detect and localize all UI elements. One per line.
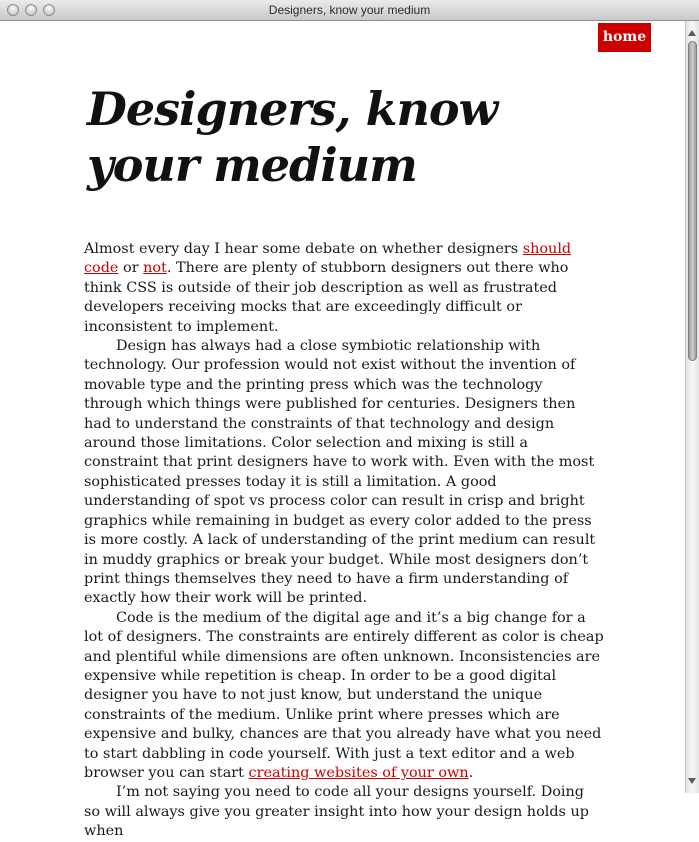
paragraph-text: .: [468, 764, 474, 781]
scroll-up-arrow-icon[interactable]: [688, 30, 696, 36]
window-titlebar[interactable]: [0, 0, 699, 21]
paragraph-text: Code is the medium of the digital age and it’s a big change for a lot of designers. The constraints are entirely different as color is cheap and plentiful while dimensions are often unknown. Inconsistencies are expensive while repetition is cheap. In order to be a good digital designer you have to not just know, but understand the unique constraints of the medium. Unlike print where presses which are expensive and bulky, chances are that you already have what you need to start dabbling in code yourself. With just a text editor and a web browser you can start: [84, 609, 604, 781]
scroll-down-arrow-icon[interactable]: [688, 778, 696, 784]
paragraph-text: . There are plenty of stubborn designers out there who think CSS is outside of their job description as well as frustrated developers receiving mocks that are exceedingly difficult or inconsistent to implement.: [84, 260, 569, 335]
paragraph-text: Almost every day I hear some debate on whether designers: [84, 241, 523, 257]
paragraph-text: or: [118, 260, 144, 277]
article-body: [84, 240, 604, 842]
vertical-scrollbar[interactable]: [685, 21, 699, 793]
scrollbar-thumb[interactable]: [688, 41, 697, 361]
page-viewport: [0, 21, 685, 840]
page-title: Designers, know your medium: [87, 82, 498, 192]
article-paragraph-1: [84, 240, 604, 337]
should-code-link[interactable]: should code: [84, 241, 572, 277]
window-title: Designers, know your medium: [268, 3, 431, 17]
creating-websites-link[interactable]: creating websites of your own: [248, 764, 469, 781]
article-paragraph-4: I’m not saying you need to code all your designs yourself. Doing so will always give you greater insight into how your design holds up when: [84, 784, 589, 840]
article-paragraph-3: [84, 609, 604, 784]
not-link[interactable]: not: [143, 260, 167, 277]
home-button[interactable]: home: [598, 23, 651, 52]
article-paragraph-2: Design has always had a close symbiotic relationship with technology. Our profession would not exist without the invention of movable type and the printing press which was the technology through which things were published for centuries. Designers then had to understand the constraints of that technology and design around those limitations. Color selection and mixing is still a constraint that print designers have to work with. Even with the most sophisticated presses today it is still a limitation. A good understanding of spot vs process color can result in crisp and bright graphics while remaining in budget as every color added to the press is more costly. A lack of understanding of the print medium can result in muddy graphics or break your budget. While most designers don’t print things themselves they need to have a firm understanding of exactly how their work will be printed.: [84, 338, 596, 607]
